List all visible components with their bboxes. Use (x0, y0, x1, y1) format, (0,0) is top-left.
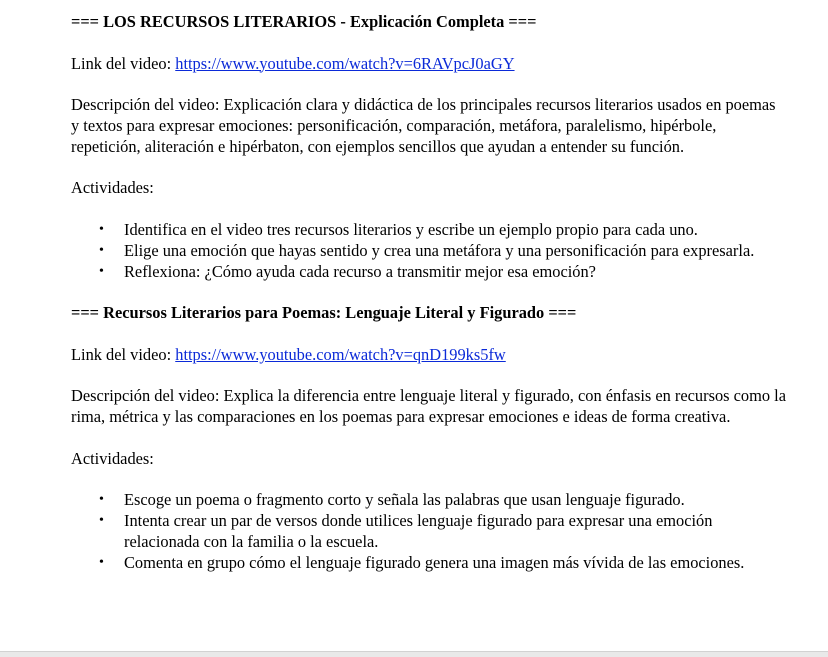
bullet-icon: • (99, 513, 104, 529)
activities-label: Actividades: (71, 178, 154, 198)
video-link[interactable]: https://www.youtube.com/watch?v=qnD199ks5fw (175, 344, 506, 364)
bullet-icon: • (99, 492, 104, 508)
link-prefix: Link del video: (71, 53, 176, 73)
activity-item (99, 490, 786, 511)
section-heading: === Recursos Literarios para Poemas: Lenguaje Literal y Figurado === (71, 303, 577, 323)
activity-text: Intenta crear un par de versos donde utilices lenguaje figurado para expresar una emoción relacionada con la familia o la escuela. (124, 511, 713, 551)
activity-text: Elige una emoción que hayas sentido y crea una metáfora y una personificación para expresarla. (124, 240, 755, 260)
video-description: Descripción del video: Explicación clara y didáctica de los principales recursos literarios usados en poemas y textos para expresar emociones: personificación, comparación, metáfora, paralelismo, hipérbole, repetición, aliteración e hipérbaton, con ejemplos sencillos que ayudan a entender su función. (71, 95, 776, 156)
bullet-icon: • (99, 221, 104, 237)
section-heading: === LOS RECURSOS LITERARIOS - Explicación Completa === (71, 12, 537, 31)
bullet-icon: • (99, 242, 104, 258)
video-description: Descripción del video: Explica la diferencia entre lenguaje literal y figurado, con énfasis en recursos como la rima, métrica y las comparaciones en los poemas para expresar emociones e ideas de forma creativa. (71, 386, 786, 427)
video-section-2 (71, 303, 786, 573)
video-link-line (71, 345, 786, 366)
activity-text: Comenta en grupo cómo el lenguaje figurado genera una imagen más vívida de las emociones. (124, 552, 745, 572)
activity-item (99, 261, 786, 283)
link-prefix: Link del video: (71, 344, 176, 364)
activity-text: Reflexiona: ¿Cómo ayuda cada recurso a transmitir mejor esa emoción? (124, 261, 596, 281)
document-body (71, 12, 786, 594)
activity-item (99, 552, 786, 574)
activity-item (99, 511, 786, 553)
activities-list (71, 490, 786, 573)
activities-label: Actividades: (71, 448, 154, 468)
activity-text: Escoge un poema o fragmento corto y señala las palabras que usan lenguaje figurado. (124, 490, 685, 510)
page-bottom-edge (0, 651, 828, 657)
activity-item (99, 240, 786, 262)
video-link-line (71, 54, 786, 75)
activities-list (71, 220, 786, 282)
video-section-1 (71, 12, 786, 282)
bullet-icon: • (99, 554, 104, 570)
activity-item (99, 219, 786, 241)
bullet-icon: • (99, 263, 104, 279)
video-link[interactable]: https://www.youtube.com/watch?v=6RAVpcJ0aGY (175, 53, 515, 73)
activity-text: Identifica en el video tres recursos literarios y escribe un ejemplo propio para cada uno. (124, 219, 698, 239)
